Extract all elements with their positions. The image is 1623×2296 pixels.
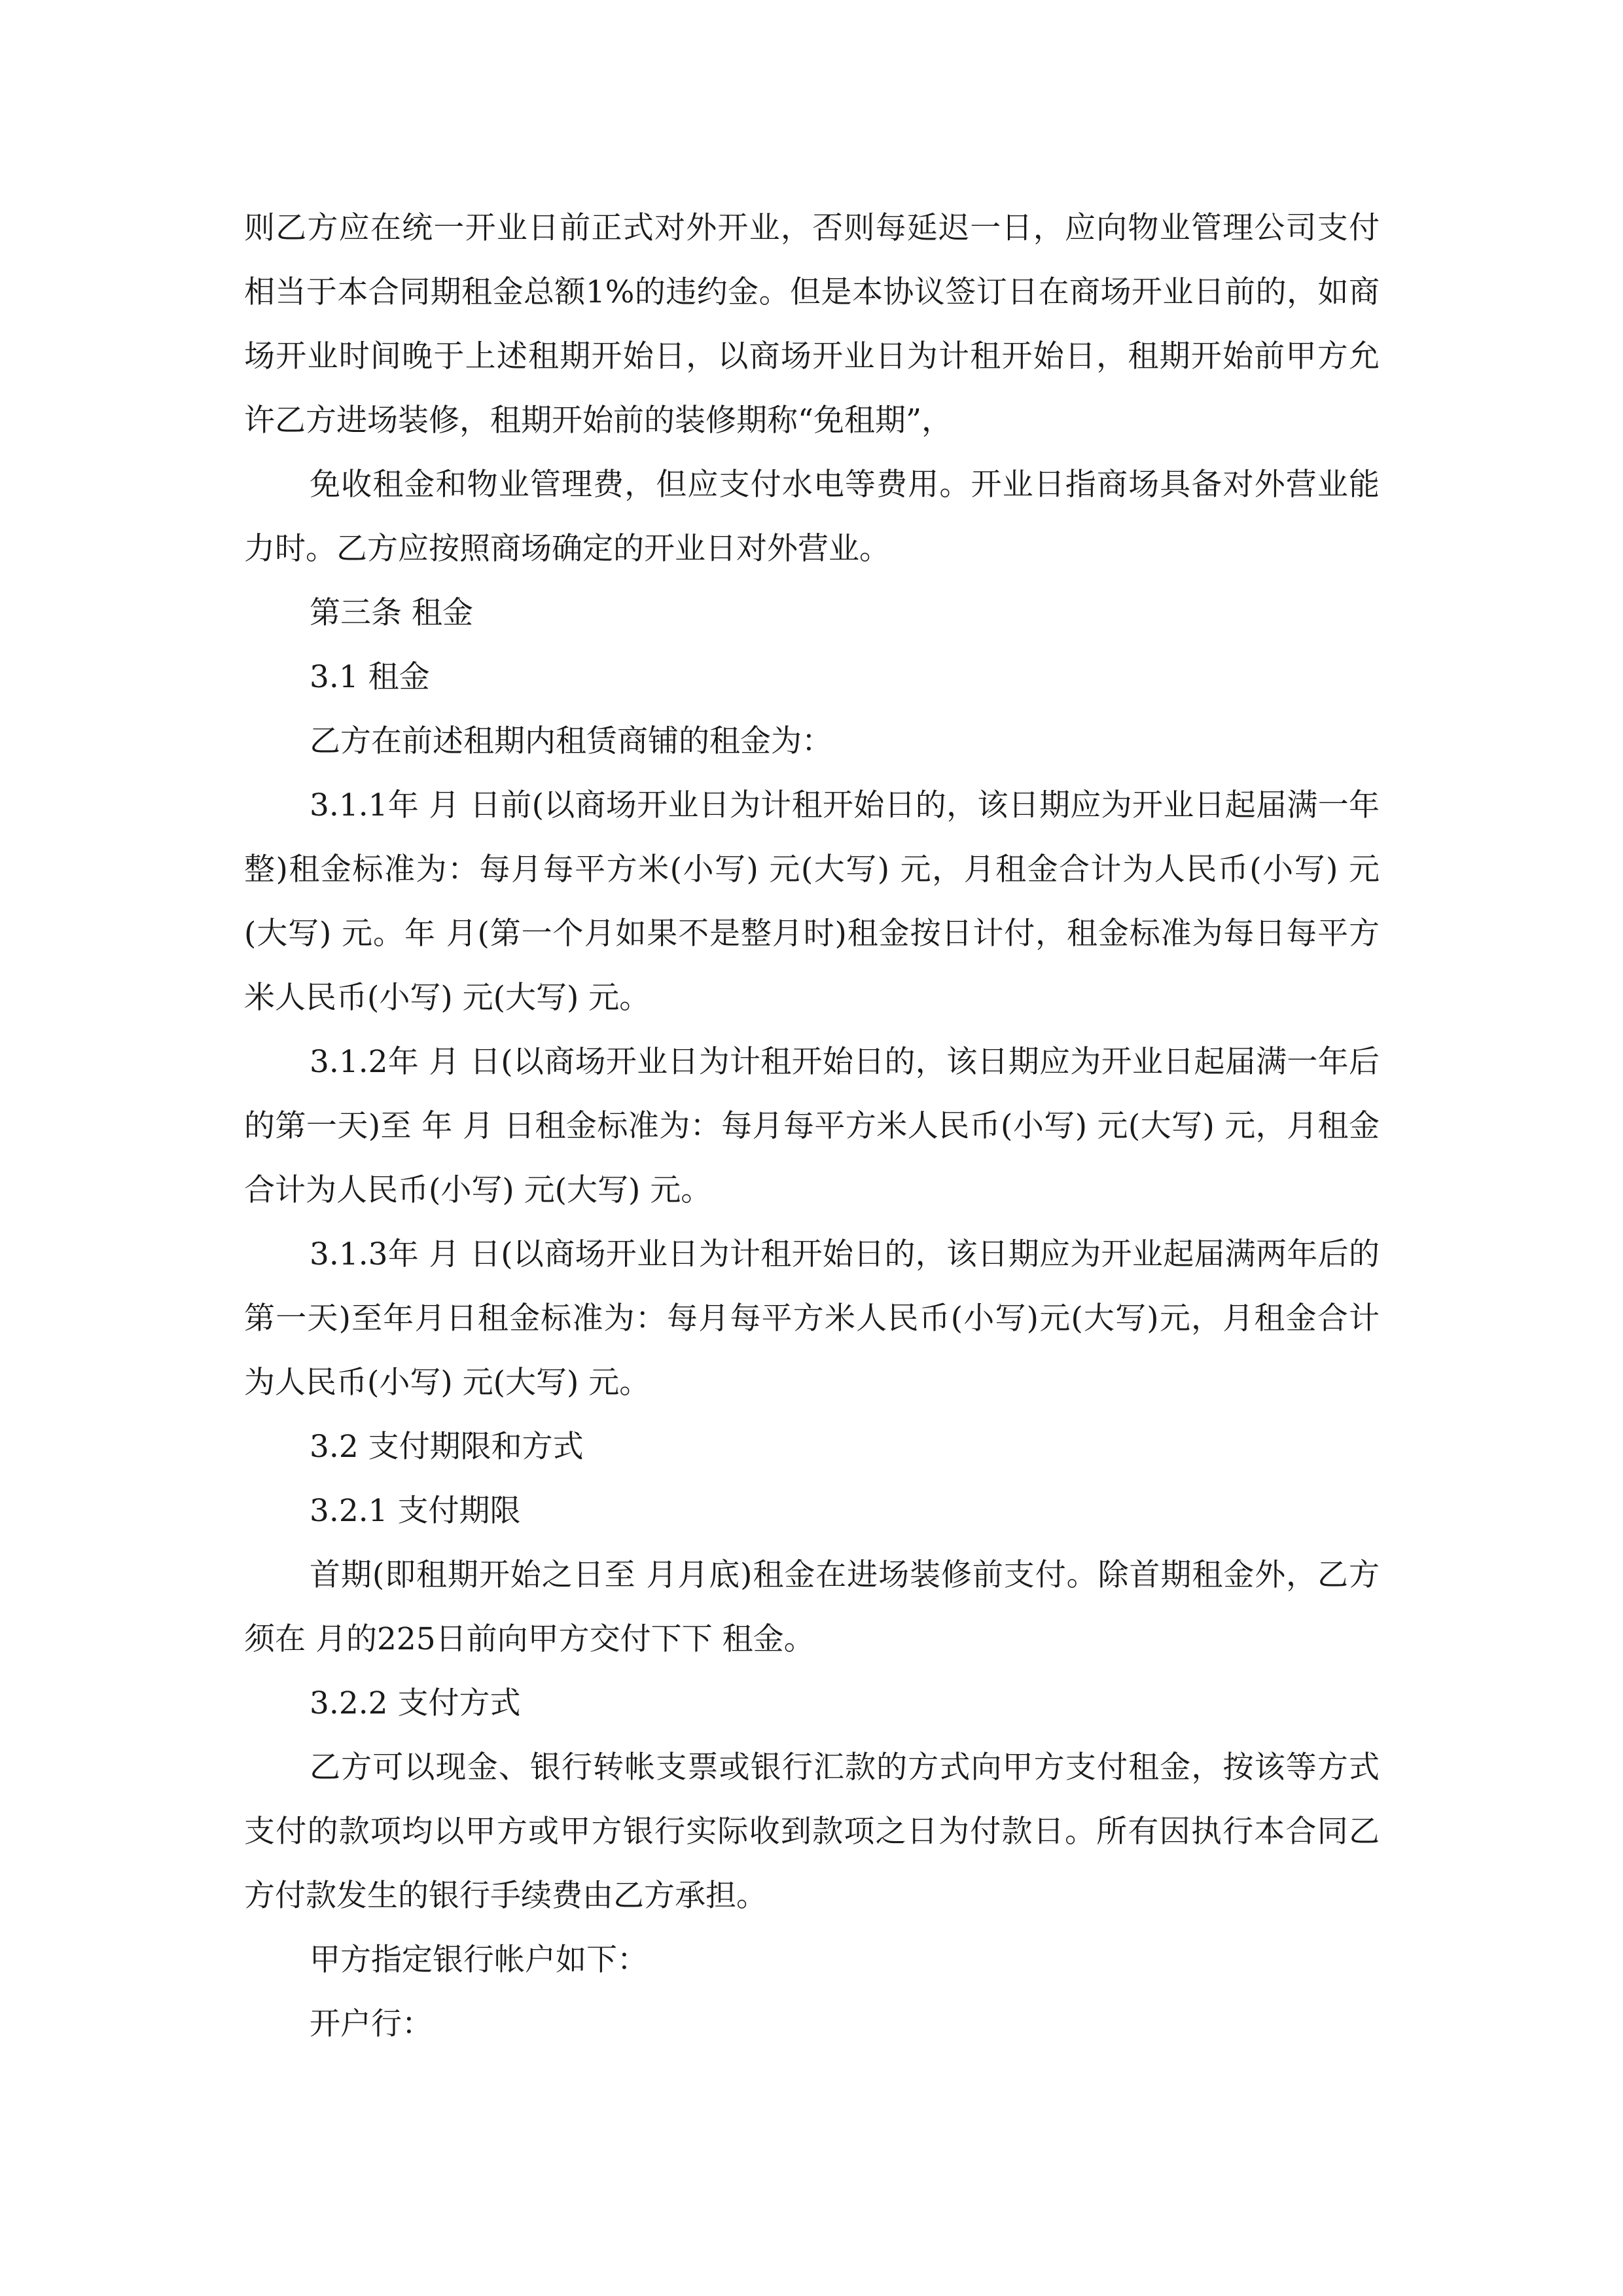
paragraph-payment-method: 乙方可以现金、银行转帐支票或银行汇款的方式向甲方支付租金，按该等方式支付的款项均以甲方或甲方银行实际收到款项之日为付款日。所有因执行本合同乙方付款发生的银行手续费由乙方承担。 [244,1749,1380,1914]
section-3-1-heading: 3.1 租金 [310,659,430,695]
paragraph-bank-account-intro: 甲方指定银行帐户如下： [310,1942,648,1978]
article-three-heading: 第三条 租金 [310,595,473,631]
paragraph-3-1-2: 3.1.2年 月 日(以商场开业日为计租开始日的，该日期应为开业日起届满一年后的第一天)至 年 月 日租金标准为：每月每平方米人民币(小写) 元(大写) 元，月租金合计为人民币(小写) 元(大写) 元。 [244,1044,1380,1208]
paragraph-opening-clause: 则乙方应在统一开业日前正式对外开业，否则每延迟一日，应向物业管理公司支付相当于本合同期租金总额1%的违约金。但是本协议签订日在商场开业日前的，如商场开业时间晚于上述租期开始日，以商场开业日为计租开始日，租期开始前甲方允许乙方进场装修，租期开始前的装修期称“免租期”， [244,210,1380,439]
paragraph-bank-name-label: 开户行： [310,2006,433,2042]
paragraph-rent-exemption: 免收租金和物业管理费，但应支付水电等费用。开业日指商场具备对外营业能力时。乙方应按照商场确定的开业日对外营业。 [244,467,1380,567]
section-3-2-heading: 3.2 支付期限和方式 [310,1429,584,1465]
contract-body [244,196,1380,2056]
paragraph-payment-term: 首期(即租期开始之日至 月月底)租金在进场装修前支付。除首期租金外，乙方须在 月的225日前向甲方交付下下 租金。 [244,1557,1380,1657]
section-3-2-2-heading: 3.2.2 支付方式 [310,1685,521,1721]
paragraph-3-1-1: 3.1.1年 月 日前(以商场开业日为计租开始日的，该日期应为开业日起届满一年整)租金标准为：每月每平方米(小写) 元(大写) 元，月租金合计为人民币(小写) 元(大写) 元。年 月(第一个月如果不是整月时)租金按日计付，租金标准为每日每平方米人民币(小写) 元(大写) 元。 [244,787,1380,1016]
paragraph-rent-intro: 乙方在前述租期内租赁商铺的租金为： [310,723,832,759]
paragraph-3-1-3: 3.1.3年 月 日(以商场开业日为计租开始日的，该日期应为开业起届满两年后的第一天)至年月日租金标准为：每月每平方米人民币(小写)元(大写)元，月租金合计为人民币(小写) 元(大写) 元。 [244,1236,1380,1401]
section-3-2-1-heading: 3.2.1 支付期限 [310,1493,521,1529]
